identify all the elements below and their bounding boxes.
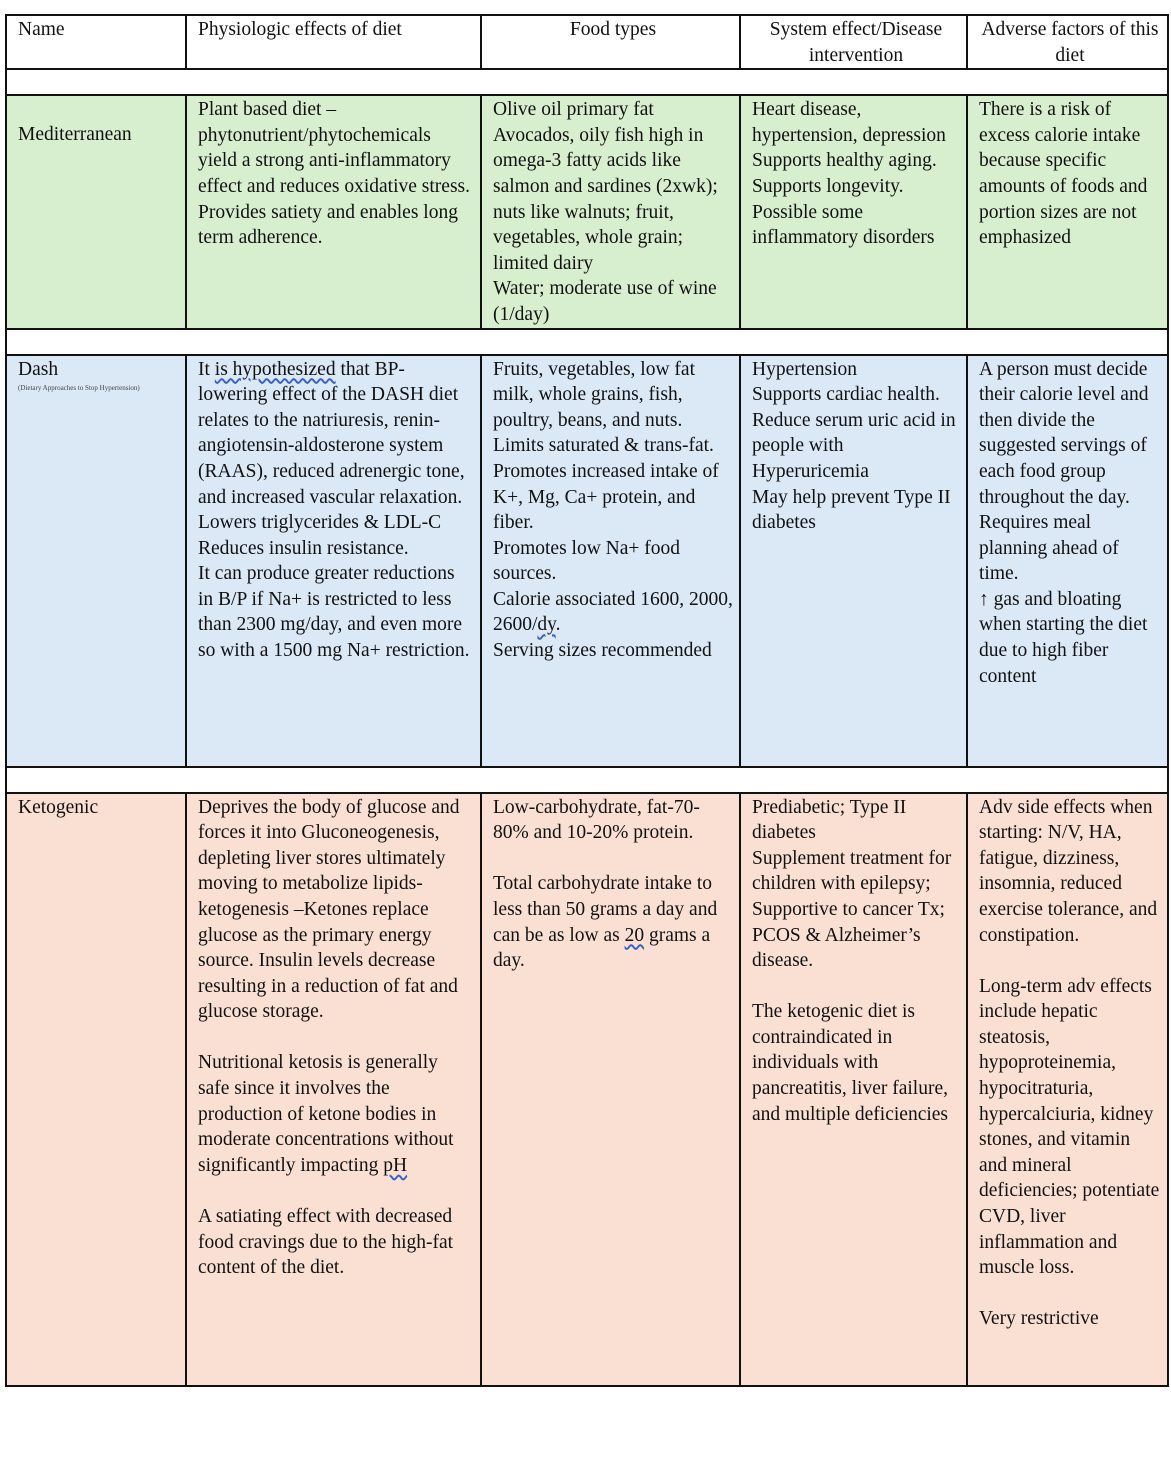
dash-name: Dash <box>18 358 59 380</box>
keto-physiologic-line: Deprives the body of glucose and forces it into Gluconeogenesis, depleting liver stores ultimately moving to metabolize lipids-ketogenesis –Ketones replace glucose as the primary energy source. Insulin levels decrease resulting in a reduction of fat and glucose storage. <box>198 796 460 1023</box>
dash-name-cell <box>6 355 186 767</box>
med-name-cell <box>6 95 186 328</box>
med-food-cell <box>481 95 740 328</box>
keto-name-cell <box>6 793 186 1386</box>
keto-physiologic-line: A satiating effect with decreased food cravings due to the high-fat content of the diet. <box>198 1206 454 1279</box>
med-system-cell <box>740 95 967 328</box>
dash-system-line: Hypertension <box>752 358 858 380</box>
keto-system-line: Prediabetic; Type II diabetes <box>752 796 907 844</box>
med-system-line: Supports healthy aging. <box>752 150 937 172</box>
spacer-row <box>6 329 1168 355</box>
dash-food-line: Promotes increased intake of K+, Mg, Ca+ protein, and fiber. <box>493 460 719 534</box>
spellcheck-text: pH <box>383 1154 408 1176</box>
header-name <box>6 15 186 69</box>
med-adverse-cell <box>967 95 1168 328</box>
text-run: Total carbohydrate intake to less than 50 grams a day and can be as low as <box>493 873 718 946</box>
med-food-line: Avocados, oily fish high in omega-3 fatty acids like salmon and sardines (2xwk); nuts like walnuts; fruit, vegetables, whole grain; limited dairy <box>493 124 718 274</box>
paragraph-gap <box>198 1178 474 1204</box>
dash-food-line <box>493 587 733 638</box>
row-dash <box>6 355 1168 767</box>
spellcheck-text: dy <box>537 614 556 636</box>
med-system-line: Heart disease, hypertension, depression <box>752 99 946 146</box>
paragraph-gap <box>198 1025 474 1051</box>
keto-adverse-line: Long-term adv effects include hepatic steatosis, hypoproteinemia, hypocitraturia, hypercalciuria, kidney stones, and vitamin and mineral deficiencies; potentiate CVD, liver inflammation and muscle loss. <box>979 975 1160 1279</box>
dash-food-line: Limits saturated & trans-fat. <box>493 435 714 457</box>
med-system-line: Possible some inflammatory disorders <box>752 201 935 249</box>
text-run: grams a day. <box>493 924 711 972</box>
header-physiologic <box>186 15 481 69</box>
med-food-line: Olive oil primary fat <box>493 99 654 121</box>
paragraph-gap <box>979 948 1161 974</box>
dash-adverse-line: A person must decide their calorie level and then divide the suggested servings of each food group throughout the day. <box>979 358 1149 508</box>
keto-system-cell <box>740 793 967 1386</box>
dash-food-cell <box>481 355 740 767</box>
dash-physiologic-line: Lowers triglycerides & LDL-C <box>198 512 442 534</box>
dash-food-line: Serving sizes recommended <box>493 640 712 662</box>
dash-adverse-cell <box>967 355 1168 767</box>
dash-system-line: Supports cardiac health. <box>752 384 940 406</box>
dash-physiologic-p1 <box>198 357 474 511</box>
dash-adverse-line: ↑ gas and bloating when starting the diet due to high fiber content <box>979 588 1148 687</box>
dash-physiologic-line: Reduces insulin resistance. <box>198 537 409 559</box>
spacer-row <box>6 69 1168 95</box>
spacer-row <box>6 767 1168 793</box>
keto-food-line: Low-carbohydrate, fat-70-80% and 10-20% protein. <box>493 796 700 844</box>
med-physiologic-cell <box>186 95 481 328</box>
header-system-text: System effect/Disease intervention <box>769 19 943 66</box>
dash-adverse-line: Requires meal planning ahead of time. <box>979 512 1119 585</box>
med-system-line: Supports longevity. <box>752 175 904 197</box>
paragraph-gap <box>493 846 733 872</box>
diet-comparison-table <box>5 14 1169 1387</box>
text-run: Nutritional ketosis is generally safe since it involves the production of ketone bodies in moderate concentrations without significantly impacting <box>198 1052 454 1176</box>
dash-system-line: May help prevent Type II diabetes <box>752 486 951 534</box>
keto-adverse-line: Adv side effects when starting: N/V, HA, fatigue, dizziness, insomnia, reduced exercise tolerance, and constipation. <box>979 796 1158 946</box>
keto-adverse-cell <box>967 793 1168 1386</box>
med-physiologic: Plant based diet – phytonutrient/phytochemicals yield a strong anti-inflammatory effect and reduces oxidative stress. Provides satiety and enables long term adherence. <box>198 99 470 249</box>
header-row <box>6 15 1168 69</box>
keto-name: Ketogenic <box>18 796 99 818</box>
row-mediterranean <box>6 95 1168 328</box>
text-run: It <box>198 358 215 380</box>
keto-adverse-line: Very restrictive <box>979 1308 1099 1330</box>
med-food-line: Water; moderate use of wine (1/day) <box>493 278 717 325</box>
dash-food-line: Promotes low Na+ food sources. <box>493 537 681 585</box>
dash-subtitle: (Dietary Approaches to Stop Hypertension) <box>18 384 140 393</box>
spellcheck-text: 20 <box>624 924 645 946</box>
keto-food-cell <box>481 793 740 1386</box>
dash-system-cell <box>740 355 967 767</box>
dash-system-line: Reduce serum uric acid in people with Hyperuricemia <box>752 409 956 482</box>
text-run: that BP-lowering effect of the DASH diet relates to the natriuresis, renin-angiotensin-aldosterone system (RAAS), reduced adrenergic tone, and increased vascular relaxation. <box>198 358 465 508</box>
dash-physiologic-cell <box>186 355 481 767</box>
paragraph-gap <box>979 1281 1161 1307</box>
med-adverse: There is a risk of excess calorie intake because specific amounts of foods and portion sizes are not emphasized <box>979 99 1148 249</box>
spacer-cell <box>6 767 1168 793</box>
keto-physiologic-cell <box>186 793 481 1386</box>
header-physiologic-text: Physiologic effects of diet <box>198 19 402 40</box>
text-run: . <box>555 614 561 636</box>
spacer-cell <box>6 69 1168 95</box>
keto-system-line: Supplement treatment for children with epilepsy; Supportive to cancer Tx; PCOS & Alzheimer’s disease. <box>752 847 952 972</box>
text-run: Calorie associated 1600, 2000, 2600/ <box>493 588 733 636</box>
header-food-text: Food types <box>569 19 657 40</box>
header-adverse <box>967 15 1168 69</box>
header-name-text: Name <box>18 19 65 40</box>
dash-food-line: Fruits, vegetables, low fat milk, whole grains, fish, poultry, beans, and nuts. <box>493 358 695 431</box>
spellcheck-text: is hypothesized <box>214 358 336 380</box>
keto-system-line: The ketogenic diet is contraindicated in individuals with pancreatitis, liver failure, and multiple deficiencies <box>752 1001 949 1125</box>
med-name: Mediterranean <box>18 124 132 146</box>
row-ketogenic <box>6 793 1168 1386</box>
spacer-cell <box>6 329 1168 355</box>
keto-physiologic-line <box>198 1050 474 1178</box>
paragraph-gap <box>752 974 960 1000</box>
header-food <box>481 15 740 69</box>
dash-physiologic-line: It can produce greater reductions in B/P if Na+ is restricted to less than 2300 mg/day, and even more so with a 1500 mg Na+ restriction. <box>198 563 470 662</box>
header-adverse-text: Adverse factors of this diet <box>981 19 1159 66</box>
header-system <box>740 15 967 69</box>
keto-food-line <box>493 871 733 973</box>
